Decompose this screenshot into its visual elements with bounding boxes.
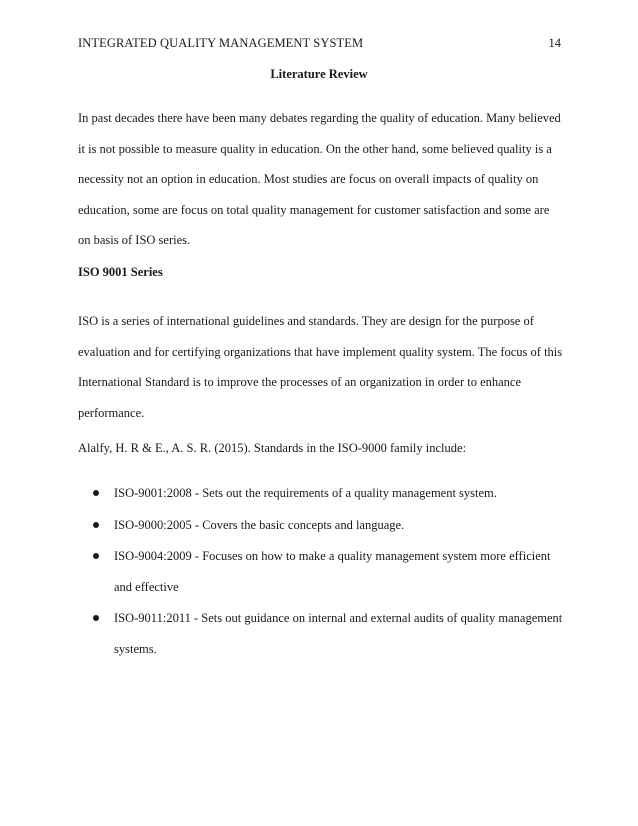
standards-list — [93, 478, 563, 665]
list-item — [93, 603, 563, 664]
section-title: Literature Review — [270, 67, 368, 81]
list-item-text: ISO-9000:2005 - Covers the basic concepts and language. — [114, 517, 405, 532]
iso-9001-heading: ISO 9001 Series — [78, 265, 163, 279]
list-item — [93, 541, 563, 602]
list-item — [93, 478, 563, 509]
running-head: INTEGRATED QUALITY MANAGEMENT SYSTEM — [78, 36, 364, 50]
list-item-text: ISO-9004:2009 - Focuses on how to make a quality management system more efficient and effective — [114, 549, 551, 594]
iso-description-paragraph: ISO is a series of international guidelines and standards. They are design for the purpose of evaluation and for certifying organizations that have implement quality system. The focus of this International Standard is to improve the processes of an organization in order to enhance performance. — [78, 314, 563, 420]
intro-paragraph: In past decades there have been many debates regarding the quality of education. Many believed it is not possible to measure quality in education. On the other hand, some believed quality is a necessity not an option in education. Most studies are focus on overall impacts of quality on education, some are focus on total quality management for customer satisfaction and some are on basis of ISO series. — [78, 111, 561, 247]
bullet-icon — [93, 553, 99, 559]
list-item-text: ISO-9011:2011 - Sets out guidance on internal and external audits of quality management systems. — [114, 611, 563, 656]
bullet-icon — [93, 490, 99, 496]
bullet-icon — [93, 522, 99, 528]
page-number: 14 — [548, 36, 561, 50]
citation-paragraph: Alalfy, H. R & E., A. S. R. (2015). Standards in the ISO-9000 family include: — [78, 441, 467, 455]
list-item — [93, 510, 563, 541]
list-item-text: ISO-9001:2008 - Sets out the requirements of a quality management system. — [114, 486, 497, 500]
bullet-icon — [93, 615, 99, 621]
